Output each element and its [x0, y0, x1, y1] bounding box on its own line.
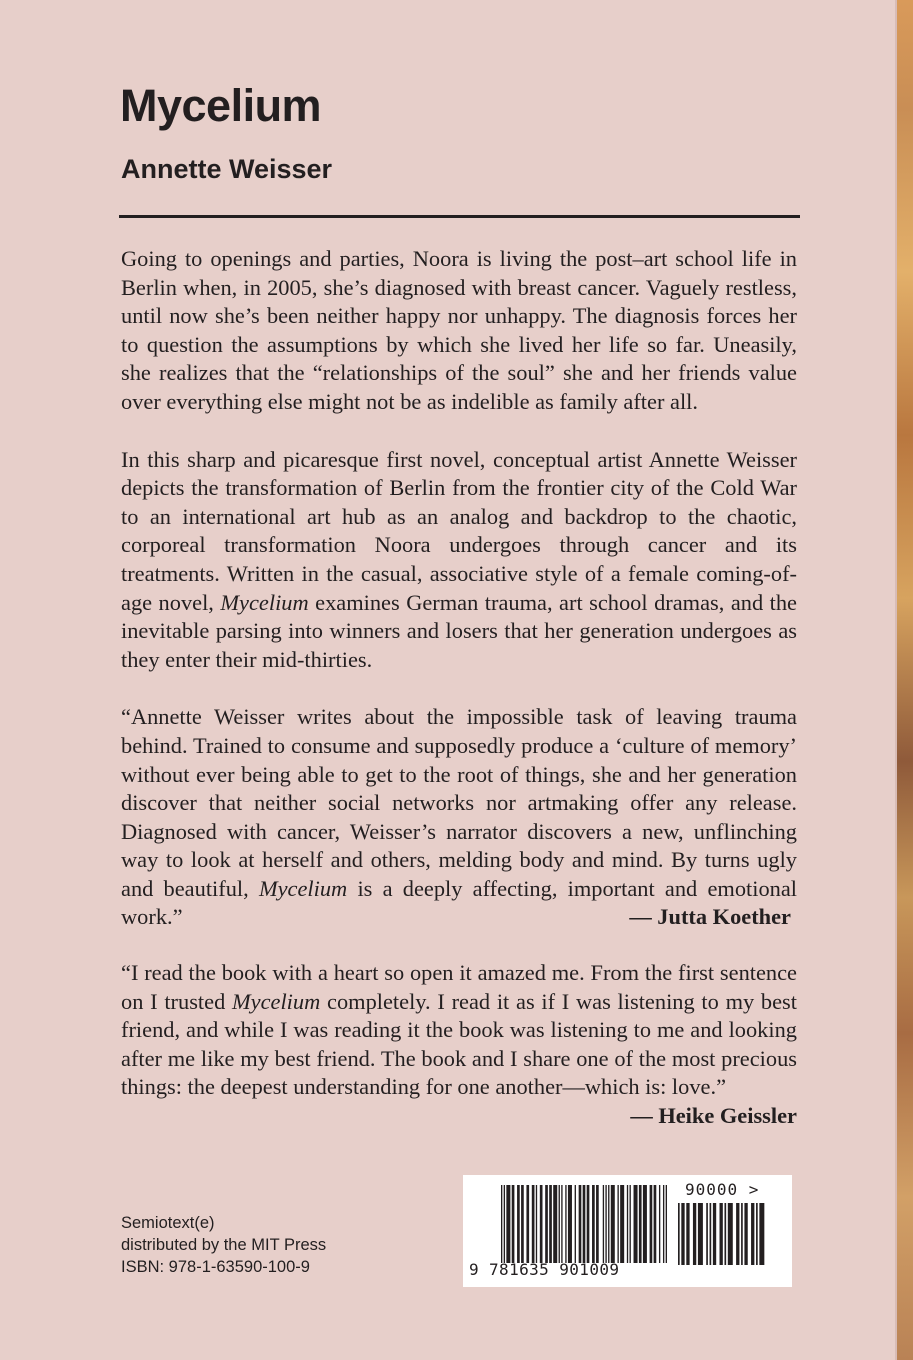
isbn-barcode — [463, 1175, 792, 1287]
barcode-bar — [681, 1203, 684, 1265]
barcode-bar — [536, 1185, 537, 1263]
barcode-bar — [561, 1185, 562, 1263]
barcode-bar — [756, 1203, 758, 1265]
barcode-bar — [575, 1185, 576, 1263]
barcode-bar — [693, 1203, 696, 1265]
barcode-bar — [698, 1203, 703, 1265]
book-author: Annette Weisser — [121, 154, 333, 184]
barcode-bar — [643, 1185, 647, 1263]
publisher-info — [121, 1212, 326, 1278]
isbn: ISBN: 978-1-63590-100-9 — [121, 1258, 310, 1276]
barcode-bar — [678, 1203, 680, 1265]
quote-attribution: — Heike Geissler — [630, 1103, 797, 1129]
barcode-bar — [710, 1203, 712, 1265]
title-italic: Mycelium — [220, 589, 309, 615]
barcode-bar — [659, 1185, 660, 1263]
barcode-bar — [728, 1203, 733, 1265]
title-italic: Mycelium — [232, 988, 321, 1014]
barcode-bar — [592, 1185, 595, 1263]
barcode-bar — [741, 1203, 743, 1265]
barcode-bar — [686, 1203, 689, 1265]
barcode-bar — [517, 1185, 520, 1263]
barcode-bar — [724, 1203, 726, 1265]
barcode-main-digits: 781635 901009 — [489, 1260, 620, 1279]
barcode-bar — [549, 1185, 552, 1263]
barcode-bar — [617, 1185, 618, 1263]
book-title: Mycelium — [120, 80, 322, 131]
barcode-bar — [639, 1185, 642, 1263]
barcode-bar — [565, 1185, 566, 1263]
barcode-bars-main — [501, 1185, 667, 1263]
barcode-addon-digits: 90000 > — [685, 1180, 760, 1199]
barcode-bar — [663, 1185, 664, 1263]
barcode-bar — [611, 1185, 615, 1263]
barcode-bar — [583, 1185, 586, 1263]
barcode-bar — [654, 1185, 657, 1263]
barcode-bar — [568, 1185, 572, 1263]
barcode-first-digit: 9 — [469, 1260, 479, 1279]
barcode-bar — [526, 1185, 529, 1263]
distributor: distributed by the MIT Press — [121, 1236, 327, 1254]
title-italic: Mycelium — [258, 875, 348, 901]
barcode-bar — [605, 1185, 606, 1263]
barcode-bar — [720, 1203, 723, 1265]
barcode-bar — [608, 1185, 609, 1263]
barcode-bar — [596, 1185, 599, 1263]
barcode-bar — [706, 1203, 708, 1265]
barcode-bar — [736, 1203, 739, 1265]
spine-artwork-strip — [897, 0, 913, 1360]
barcode-bars-addon — [678, 1203, 766, 1265]
barcode-bar — [650, 1185, 653, 1263]
barcode-bar — [634, 1185, 638, 1263]
barcode-bar — [751, 1203, 754, 1265]
barcode-bar — [666, 1185, 667, 1263]
quote-jutta-koether: “Annette Weisser writes about the impossible task of leaving trauma behind. Trained to consume and supposedly produce a ‘culture of memory’ without ever being able to get to the root of things, she and her generation discover that neither social networks nor artmaking offer any release. Diagnosed with cancer, Weisser’s narrator discovers a new, unflinching way to look at herself and others, melding body and mind. By turns ugly and beautiful, Mycelium is a deeply affecting, important and emotional work.” — Jutta Koether — [121, 703, 797, 932]
publisher-name: Semiotext(e) — [121, 1214, 215, 1232]
back-cover-text — [121, 245, 797, 1131]
barcode-bar — [759, 1203, 764, 1265]
barcode-bar — [587, 1185, 590, 1263]
barcode-bar — [579, 1185, 582, 1263]
barcode-bar — [559, 1185, 560, 1263]
barcode-bar — [627, 1185, 628, 1263]
barcode-bar — [532, 1185, 535, 1263]
barcode-bar — [553, 1185, 557, 1263]
barcode-bar — [603, 1185, 604, 1263]
blurb-paragraph-1: Going to openings and parties, Noora is living the post–art school life in Berlin when, in 2005, she’s diagnosed with breast cancer. Vaguely restless, until now she’s been neither happy nor unhappy. The diagnosis forces her to question the assumptions by which she lived her life so far. Uneasily, she realizes that the “relationships of the soul” she and her friends value over everything else might not be as indelible as family after all. — [121, 246, 797, 414]
quote-attribution: — Jutta Koether — [629, 904, 791, 930]
quote-heike-geissler: “I read the book with a heart so open it amazed me. From the first sentence on I trusted Mycelium completely. I read it as if I was listening to my best friend, and while I was reading it the book was listening to me and looking after me like my best friend. The book and I share one of the most precious things: the deepest understanding for one another—which is: love.” — Heike Geissler — [121, 959, 797, 1102]
barcode-bar — [620, 1185, 624, 1263]
barcode-bar — [540, 1185, 543, 1263]
barcode-bar — [545, 1185, 548, 1263]
barcode-bar — [501, 1185, 502, 1263]
title-divider — [119, 215, 800, 218]
barcode-bar — [521, 1185, 524, 1263]
blurb-paragraph-2: In this sharp and picaresque first novel, conceptual artist Annette Weisser depicts the transformation of Berlin from the frontier city of the Cold War to an international art hub as an analog and backdrop to the chaotic, corporeal transformation Noora undergoes through cancer and its treatments. Written in the casual, associative style of a female coming-of-age novel, Mycelium examines German trauma, art school dramas, and the inevitable parsing into winners and losers that her generation undergoes as they enter their mid-thirties. — [121, 446, 797, 672]
barcode-bar — [630, 1185, 631, 1263]
barcode-bar — [506, 1185, 510, 1263]
barcode-bar — [504, 1185, 505, 1263]
barcode-bar — [713, 1203, 716, 1265]
barcode-bar — [744, 1203, 747, 1265]
barcode-bar — [512, 1185, 515, 1263]
